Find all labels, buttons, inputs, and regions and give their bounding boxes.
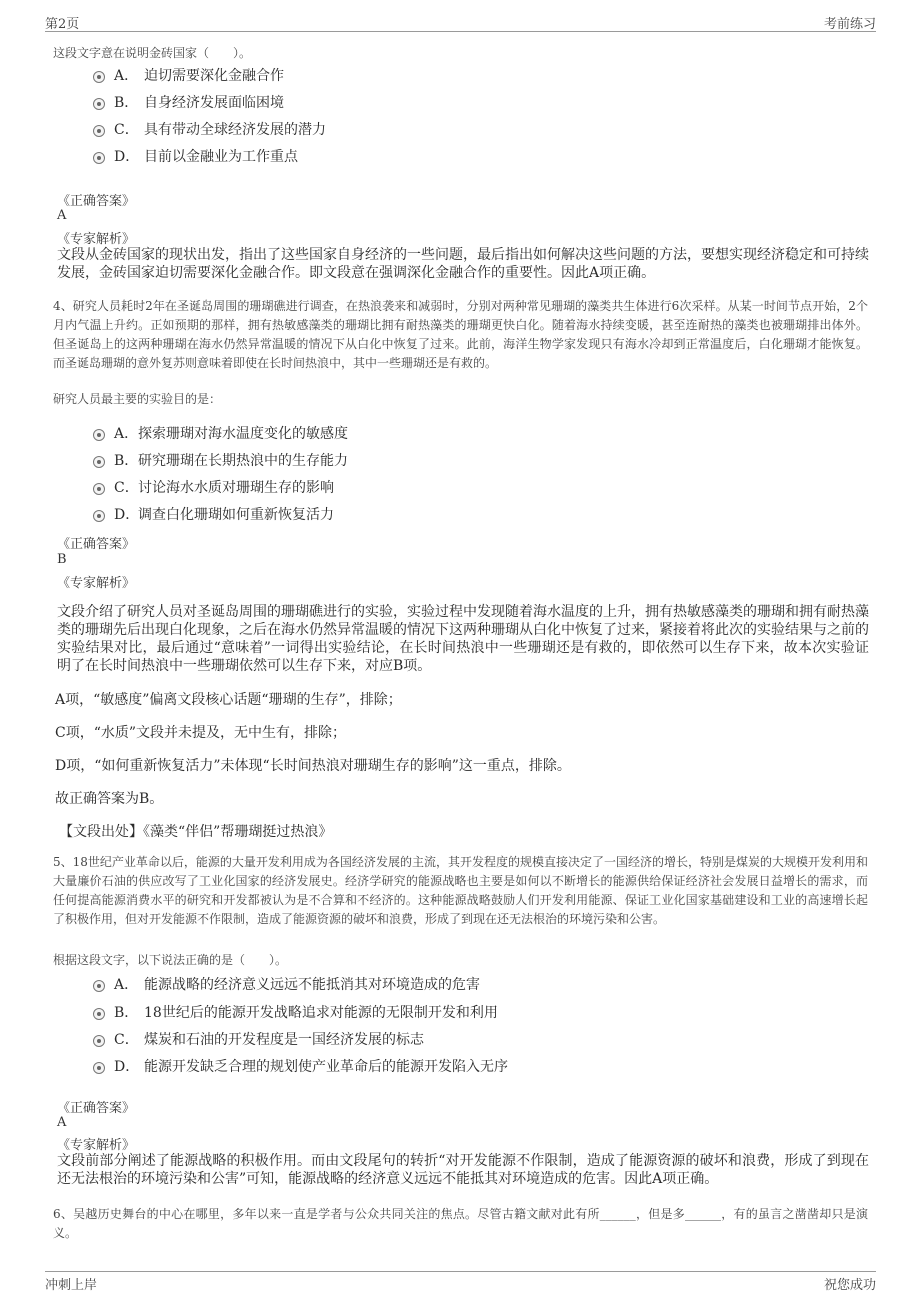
page-number: 第2页 bbox=[45, 17, 80, 32]
radio-icon[interactable] bbox=[93, 980, 105, 992]
option-label: B． bbox=[114, 1005, 139, 1021]
radio-icon[interactable] bbox=[93, 1035, 105, 1047]
radio-icon[interactable] bbox=[93, 71, 105, 83]
option-text: 讨论海水水质对珊瑚生存的影响 bbox=[138, 480, 334, 496]
option-text: 目前以金融业为工作重点 bbox=[144, 149, 298, 165]
page-footer bbox=[45, 1271, 876, 1292]
option-text: 研究珊瑚在长期热浪中的生存能力 bbox=[138, 453, 348, 469]
header-title: 考前练习 bbox=[823, 17, 876, 32]
radio-icon[interactable] bbox=[93, 483, 105, 495]
radio-icon[interactable] bbox=[93, 1008, 105, 1020]
option-label: D． bbox=[114, 507, 140, 523]
q4-analysis-title: 《专家解析》 bbox=[57, 576, 136, 591]
radio-icon[interactable] bbox=[93, 1062, 105, 1074]
q4-source: 【文段出处】《藻类“伴侣”帮珊瑚挺过热浪》 bbox=[59, 824, 333, 840]
option-text: 迫切需要深化金融合作 bbox=[144, 68, 284, 84]
q3-analysis-title: 《专家解析》 bbox=[57, 232, 136, 247]
option-label: D． bbox=[114, 149, 140, 165]
q5-answer-title: 《正确答案》 bbox=[57, 1101, 136, 1116]
q5-answer: A bbox=[57, 1115, 67, 1130]
q6-passage: 6、吴越历史舞台的中心在哪里，多年以来一直是学者与公众共同关注的焦点。尽管古籍文献对此有所______，但是多______，有的虽言之凿凿却只是演义。 bbox=[53, 1207, 868, 1240]
q5-passage: 5、18世纪产业革命以后，能源的大量开发利用成为各国经济发展的主流，其开发程度的规模直接决定了一国经济的增长，特别是煤炭的大规模开发利用和大量廉价石油的供应改写了工业化国家的经济发展史。经济学研究的能源战略也主要是如何以不断增长的能源供给保证经济社会发展日益增长的需求，而任何提高能源消费水平的研究和开发都被认为是不合算和不经济的。这种能源战略鼓励人们开发利用能源、保证工业化国家基础建设和工业的高速增长起了积极作用，但对开发能源不作限制，造成了能源资源的破坏和浪费，形成了到现在还无法根治的环境污染和公害。 bbox=[53, 855, 868, 926]
radio-icon[interactable] bbox=[93, 98, 105, 110]
q4-passage: 4、研究人员耗时2年在圣诞岛周围的珊瑚礁进行调查，在热浪袭来和减弱时，分别对两种常见珊瑚的藻类共生体进行6次采样。从某一时间节点开始，2个月内气温上升约。正如预期的那样，拥有热敏感藻类的珊瑚比拥有耐热藻类的珊瑚更快白化。随着海水持续变暖，甚至连耐热的藻类也被珊瑚排出体外。但圣诞岛上的这两种珊瑚在海水仍然异常温暖的情况下从白化中恢复了过来。此前，海洋生物学家发现只有海水冷却到正常温度后，白化珊瑚才能恢复。而圣诞岛珊瑚的意外复苏则意味着即使在长时间热浪中，其中一些珊瑚还是有救的。 bbox=[53, 299, 868, 370]
option-label: A． bbox=[114, 68, 139, 84]
option-label: A． bbox=[114, 977, 139, 993]
q4-note-c: C项，“水质”文段并未提及，无中生有，排除； bbox=[55, 725, 347, 741]
q4-note-d: D项，“如何重新恢复活力”未体现“长时间热浪对珊瑚生存的影响”这一重点，排除。 bbox=[55, 758, 571, 774]
radio-icon[interactable] bbox=[93, 456, 105, 468]
option-label: C． bbox=[114, 1032, 139, 1048]
option-text: 能源开发缺乏合理的规划使产业革命后的能源开发陷入无序 bbox=[144, 1059, 508, 1075]
option-label: D． bbox=[114, 1059, 140, 1075]
option-text: 自身经济发展面临困境 bbox=[144, 95, 284, 111]
q3-answer: A bbox=[57, 208, 67, 223]
option-text: 具有带动全球经济发展的潜力 bbox=[144, 122, 326, 138]
option-label: C． bbox=[114, 122, 139, 138]
footer-right: 祝您成功 bbox=[823, 1278, 876, 1293]
radio-icon[interactable] bbox=[93, 152, 105, 164]
q4-answer: B bbox=[57, 552, 67, 567]
radio-icon[interactable] bbox=[93, 429, 105, 441]
footer-left: 冲刺上岸 bbox=[45, 1278, 98, 1293]
q4-analysis: 文段介绍了研究人员对圣诞岛周围的珊瑚礁进行的实验，实验过程中发现随着海水温度的上升，拥有热敏感藻类的珊瑚和拥有耐热藻类的珊瑚先后出现白化现象，之后在海水仍然异常温暖的情况下这两种珊瑚从白化中恢复了过来，紧接着将此次的实验结果与之前的实验结果对比，最后通过“意味着”一词得出实验结论，在长时间热浪中一些珊瑚还是有救的，即依然可以生存下来，故本次实验证明了在长时间热浪中一些珊瑚依然可以生存下来，对应B项。 bbox=[57, 604, 869, 674]
option-text: 18世纪后的能源开发战略追求对能源的无限制开发和利用 bbox=[144, 1005, 498, 1021]
q4-note-a: A项，“敏感度”偏离文段核心话题“珊瑚的生存”，排除； bbox=[55, 692, 402, 708]
q3-analysis: 文段从金砖国家的现状出发，指出了这些国家自身经济的一些问题，最后指出如何解决这些问题的方法，要想实现经济稳定和可持续发展，金砖国家迫切需要深化金融合作。即文段意在强调深化金融合作的重要性。因此A项正确。 bbox=[57, 247, 869, 281]
option-label: B． bbox=[114, 95, 139, 111]
option-text: 能源战略的经济意义远远不能抵消其对环境造成的危害 bbox=[144, 977, 480, 993]
option-label: A． bbox=[114, 426, 139, 442]
q3-answer-title: 《正确答案》 bbox=[57, 194, 136, 209]
option-label: C． bbox=[114, 480, 139, 496]
radio-icon[interactable] bbox=[93, 125, 105, 137]
radio-icon[interactable] bbox=[93, 510, 105, 522]
q5-analysis-title: 《专家解析》 bbox=[57, 1138, 136, 1153]
q4-answer-title: 《正确答案》 bbox=[57, 537, 136, 552]
page-header bbox=[45, 13, 876, 32]
option-text: 探索珊瑚对海水温度变化的敏感度 bbox=[138, 426, 348, 442]
q5-stem: 根据这段文字，以下说法正确的是（ ）。 bbox=[53, 953, 288, 967]
option-label: B． bbox=[114, 453, 139, 469]
q5-analysis: 文段前部分阐述了能源战略的积极作用。而由文段尾句的转折“对开发能源不作限制，造成了能源资源的破坏和浪费，形成了到现在还无法根治的环境污染和公害”可知，能源战略的经济意义远远不能抵其对环境造成的危害。因此A项正确。 bbox=[57, 1153, 869, 1187]
option-text: 调查白化珊瑚如何重新恢复活力 bbox=[138, 507, 334, 523]
q3-stem: 这段文字意在说明金砖国家（ ）。 bbox=[53, 46, 252, 60]
q4-stem: 研究人员最主要的实验目的是： bbox=[53, 392, 222, 406]
q4-conclusion: 故正确答案为B。 bbox=[55, 791, 164, 807]
option-text: 煤炭和石油的开发程度是一国经济发展的标志 bbox=[144, 1032, 424, 1048]
